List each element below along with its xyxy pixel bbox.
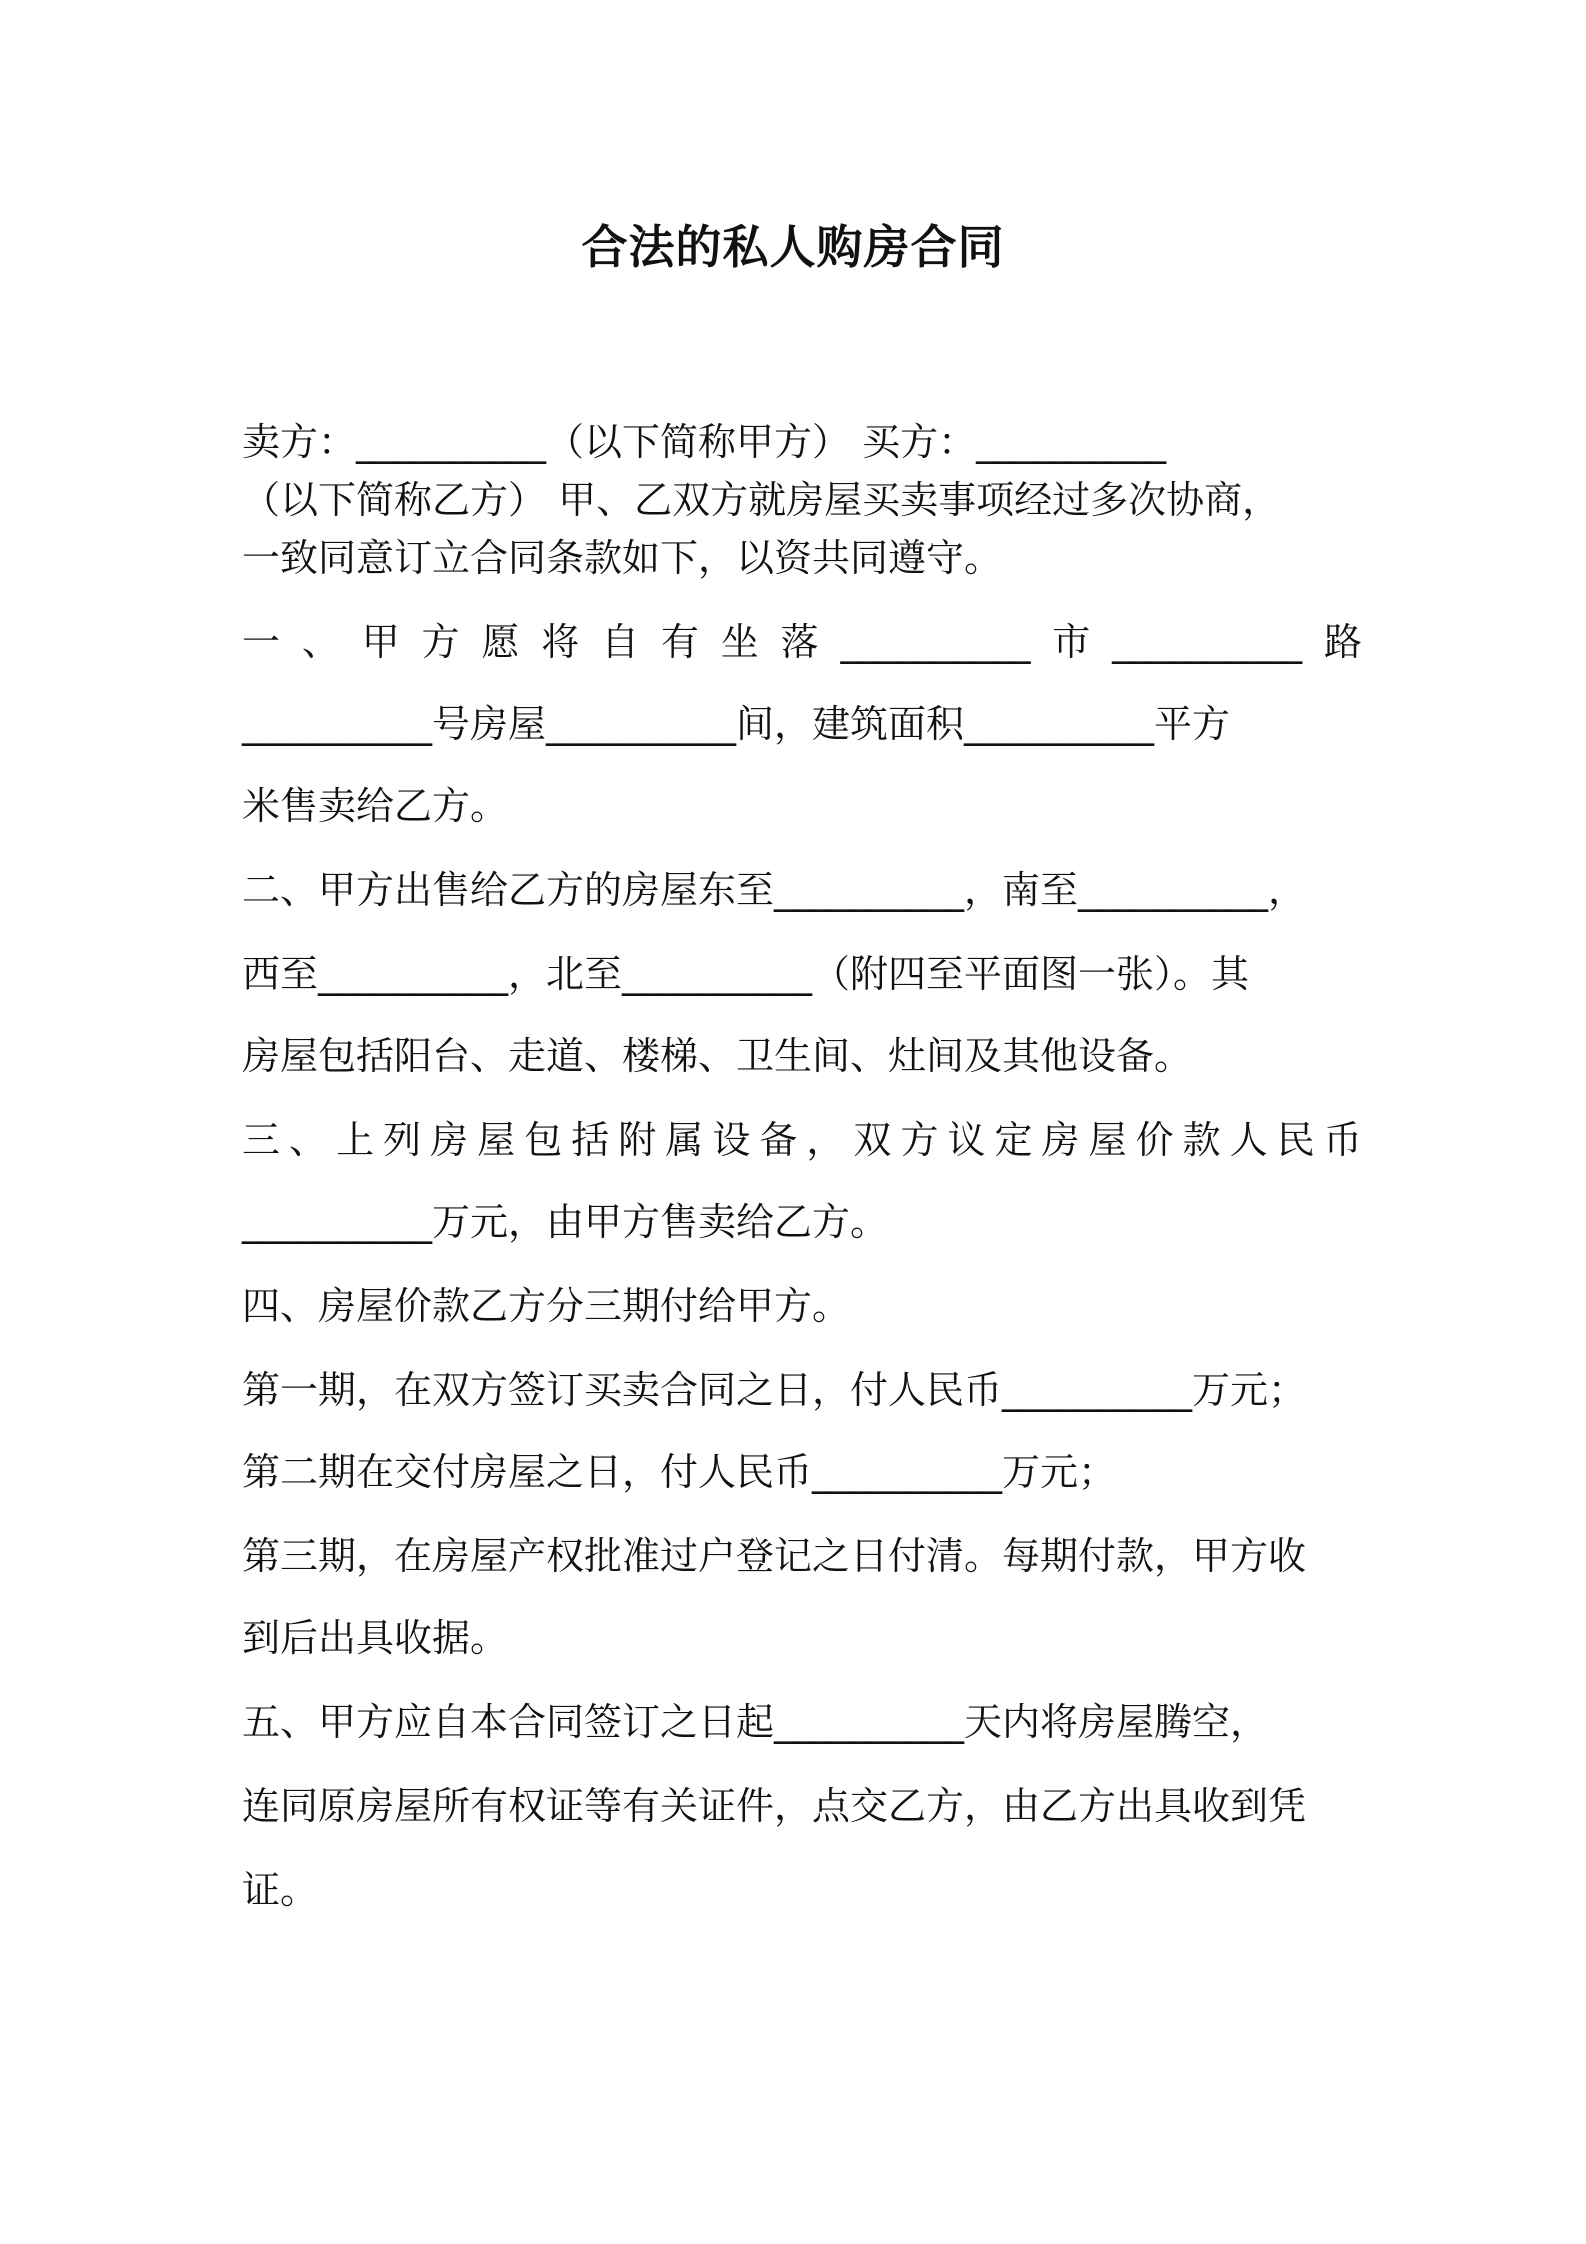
text-line-3: 一致同意订立合同条款如下，以资共同遵守。 — [242, 536, 1003, 580]
text-line-1: 卖方：__________（以下简称甲方） 买方：__________ — [242, 420, 1167, 464]
text-line-10: 三 、 上 列 房 屋 包 括 附 属 设 备 ， 双 方 议 定 房 屋 价 款 人 民 币 — [242, 1118, 1362, 1162]
text-line-16: 到后出具收据。 — [242, 1616, 509, 1660]
text-line-6: 米售卖给乙方。 — [242, 784, 509, 828]
text-line-7: 二、甲方出售给乙方的房屋东至__________，南至__________， — [242, 868, 1307, 912]
text-line-8: 西至__________，北至__________（附四至平面图一张）。其 — [242, 952, 1250, 996]
text-line-18: 连同原房屋所有权证等有关证件，点交乙方，由乙方出具收到凭 — [242, 1784, 1307, 1828]
text-line-4: 一 、 甲 方 愿 将 自 有 坐 落 __________ 市 __________ 路 — [242, 620, 1362, 664]
document-title: 合法的私人购房合同 — [581, 220, 1005, 274]
text-line-19: 证。 — [242, 1868, 319, 1912]
text-line-13: 第一期，在双方签订买卖合同之日，付人民币__________万元； — [242, 1368, 1307, 1412]
text-line-15: 第三期，在房屋产权批准过户登记之日付清。每期付款，甲方收 — [242, 1534, 1307, 1578]
text-line-11: __________万元，由甲方售卖给乙方。 — [242, 1200, 889, 1244]
text-line-12: 四、房屋价款乙方分三期付给甲方。 — [242, 1284, 851, 1328]
text-line-2: （以下简称乙方） 甲、乙双方就房屋买卖事项经过多次协商， — [242, 478, 1281, 522]
text-line-17: 五、甲方应自本合同签订之日起__________天内将房屋腾空， — [242, 1700, 1269, 1744]
text-line-5: __________号房屋__________间，建筑面积__________平方 — [242, 702, 1231, 746]
text-line-9: 房屋包括阳台、走道、楼梯、卫生间、灶间及其他设备。 — [242, 1034, 1193, 1078]
text-line-14: 第二期在交付房屋之日，付人民币__________万元； — [242, 1450, 1117, 1494]
